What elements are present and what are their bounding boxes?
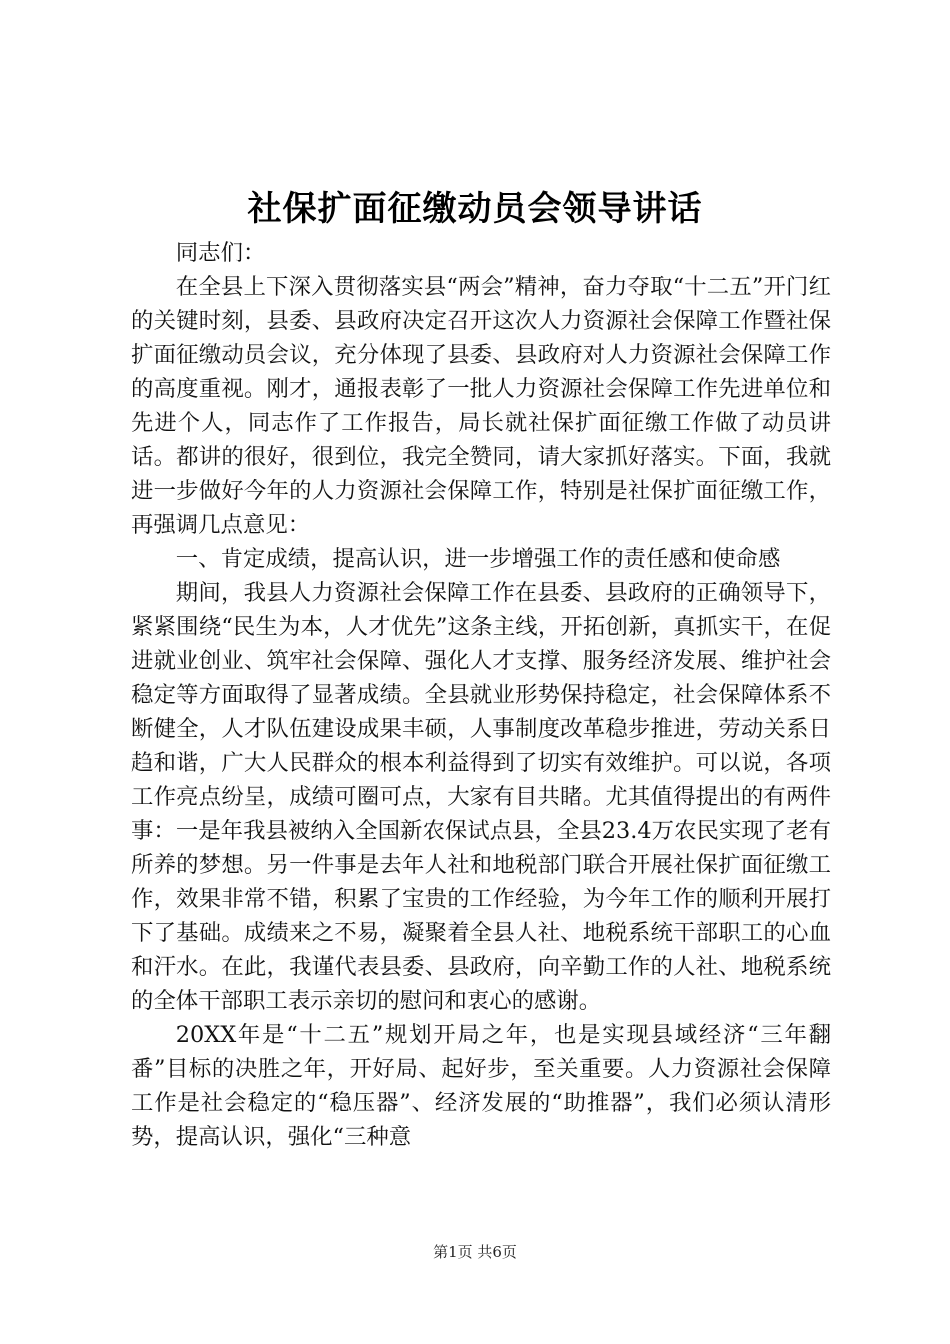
body-paragraph: 期间，我县人力资源社会保障工作在县委、县政府的正确领导下，紧紧围绕“民生为本，人才优先”这条主线，开拓创新，真抓实干，在促进就业创业、筑牢社会保障、强化人才支撑、服务经济发展、维护社会稳定等方面取得了显著成绩。全县就业形势保持稳定，社会保障体系不断健全，人才队伍建设成果丰硕，人事制度改革稳步推进，劳动关系日趋和谐，广大人民群众的根本利益得到了切实有效维护。可以说，各项工作亮点纷呈，成绩可圈可点，大家有目共睹。尤其值得提出的有两件事：一是年我县被纳入全国新农保试点县，全县23.4万农民实现了老有所养的梦想。另一件事是去年人社和地税部门联合开展社保扩面征缴工作，效果非常不错，积累了宝贵的工作经验，为今年工作的顺利开展打下了基础。成绩来之不易，凝聚着全县人社、地税系统干部职工的心血和汗水。在此，我谨代表县委、县政府，向辛勤工作的人社、地税系统的全体干部职工表示亲切的慰问和衷心的感谢。 — [131, 580, 831, 1014]
salutation: 同志们： — [175, 240, 266, 266]
document-title: 社保扩面征缴动员会领导讲话 — [247, 189, 703, 229]
body-paragraph: 20XX年是“十二五”规划开局之年，也是实现县域经济“三年翻番”目标的决胜之年，开好局、起好步，至关重要。人力资源社会保障工作是社会稳定的“稳压器”、经济发展的“助推器”，我们必须认清形势，提高认识，强化“三种意 — [131, 1022, 831, 1150]
section-heading: 一、肯定成绩，提高认识，进一步增强工作的责任感和使命感 — [175, 546, 781, 572]
page-number-footer: 第1页 共6页 — [433, 1243, 517, 1261]
document-body — [131, 236, 831, 1154]
body-paragraph: 在全县上下深入贯彻落实县“两会”精神，奋力夺取“十二五”开门红的关键时刻，县委、县政府决定召开这次人力资源社会保障工作暨社保扩面征缴动员会议，充分体现了县委、县政府对人力资源社会保障工作的高度重视。刚才，通报表彰了一批人力资源社会保障工作先进单位和先进个人，同志作了工作报告，局长就社保扩面征缴工作做了动员讲话。都讲的很好，很到位，我完全赞同，请大家抓好落实。下面，我就进一步做好今年的人力资源社会保障工作，特别是社保扩面征缴工作，再强调几点意见： — [131, 274, 831, 538]
